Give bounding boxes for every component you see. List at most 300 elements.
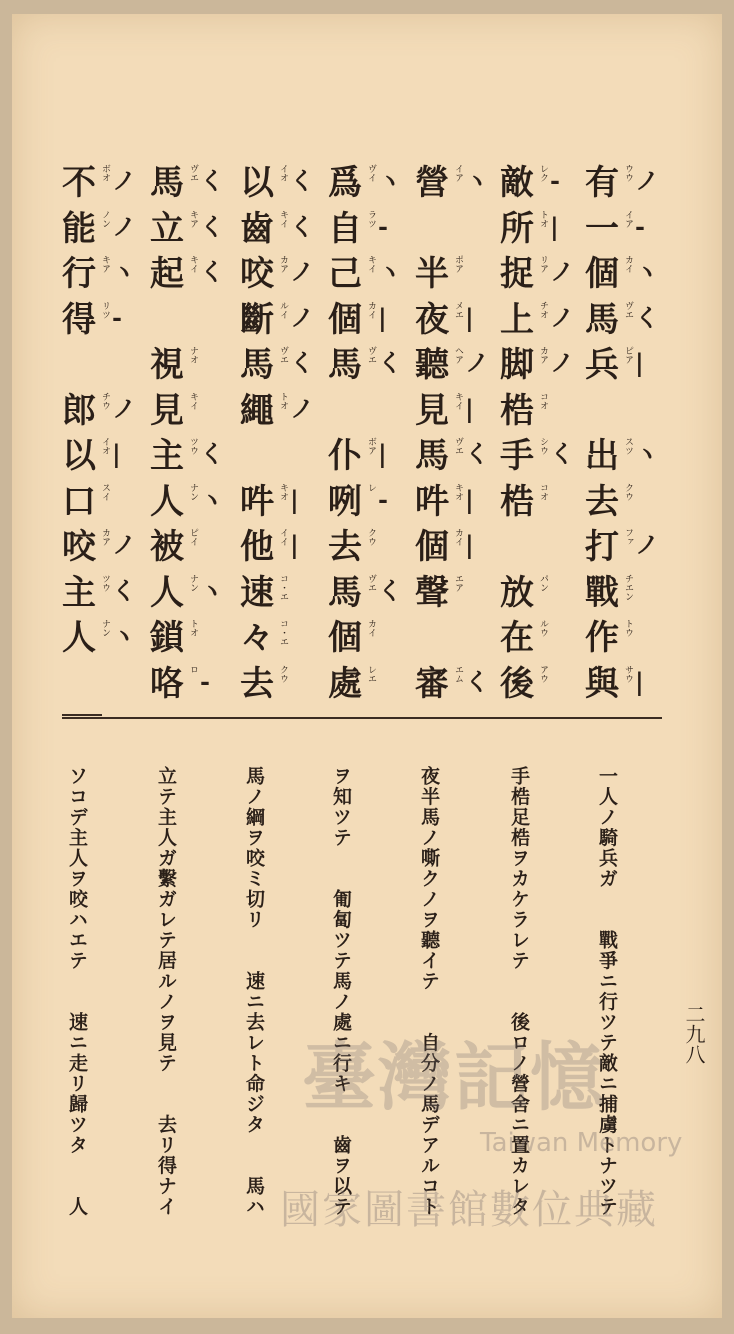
hanzi: 一 [585, 208, 619, 249]
tone-mark: | [465, 530, 474, 559]
ruby-reading: カイ [453, 528, 463, 546]
char-cell [415, 528, 495, 574]
hanzi: 馬 [415, 436, 449, 476]
ruby-reading: キイ [188, 391, 198, 410]
ruby-reading: イオ [100, 437, 110, 455]
tone-mark: く [290, 166, 314, 195]
hanzi: 行 [62, 254, 96, 294]
ruby-reading: ルウ [538, 619, 548, 637]
ruby-reading: ツウ [100, 573, 110, 592]
char-cell [150, 483, 230, 529]
tone-mark: - [550, 166, 560, 195]
char-cell [328, 528, 408, 574]
hanzi: 梏 [500, 390, 534, 431]
char-cell [62, 483, 142, 529]
hanzi: 被 [150, 527, 184, 567]
char-cell [240, 483, 320, 529]
char-cell [62, 301, 142, 347]
char-cell [415, 255, 495, 301]
ruby-reading: キイ [188, 255, 198, 273]
tone-mark: ノ [112, 211, 136, 241]
tone-mark: | [378, 439, 387, 468]
tone-mark: ヽ [465, 166, 489, 195]
hanzi: 上 [500, 299, 534, 340]
char-cell [150, 346, 230, 392]
hanzi: 主 [62, 572, 96, 613]
hanzi: 咬 [240, 254, 274, 294]
tone-mark: | [465, 302, 474, 332]
hanzi: 郎 [62, 390, 96, 431]
document-page [12, 14, 722, 1318]
hanzi: 仆 [328, 436, 362, 476]
ruby-reading: クウ [366, 528, 376, 546]
ruby-reading: ピイ [188, 528, 198, 546]
ruby-reading: カア [100, 528, 110, 546]
char-cell [240, 164, 320, 210]
ruby-reading: アウ [538, 664, 548, 683]
char-cell [415, 210, 495, 256]
ruby-reading: ヴエ [188, 164, 198, 182]
translation-column: 夜半馬ノ嘶クノヲ聽イテ 自分ノ馬デアルコト [418, 766, 440, 1217]
tone-mark: く [378, 575, 402, 605]
tone-mark: - [635, 211, 645, 241]
hanzi: 繩 [240, 390, 274, 431]
char-cell [150, 619, 230, 665]
ruby-reading: ノン [100, 209, 110, 228]
char-cell [328, 346, 408, 392]
char-cell [585, 574, 665, 620]
ruby-reading: カア [538, 346, 548, 364]
translation-column: 立テ主人ガ繫ガレテ居ルノヲ見テ 去リ得ナイ [155, 766, 177, 1217]
char-cell [150, 164, 230, 210]
ruby-reading: キイ [278, 209, 288, 228]
tone-mark: く [290, 348, 314, 377]
ruby-reading: キイ [366, 255, 376, 273]
char-cell [585, 528, 665, 574]
tone-mark: ノ [550, 302, 574, 332]
hanzi: 戰 [585, 572, 619, 613]
char-cell [240, 665, 320, 711]
tone-mark: く [200, 257, 224, 286]
hanzi: 立 [150, 208, 184, 249]
ruby-reading: コオ [538, 482, 548, 501]
translation-column: 一人ノ騎兵ガ 戰爭ニ行ツテ敵ニ捕虜トナツテ [596, 766, 618, 1217]
ruby-reading: カイ [366, 619, 376, 637]
tone-mark: - [200, 666, 210, 696]
char-cell [328, 255, 408, 301]
char-cell [500, 437, 580, 483]
hanzi: 去 [240, 663, 274, 704]
char-cell [500, 392, 580, 438]
tone-mark: ノ [550, 348, 574, 377]
ruby-reading: ヴエ [623, 300, 633, 319]
char-cell [585, 437, 665, 483]
char-cell [328, 392, 408, 438]
tone-mark: | [378, 302, 387, 332]
hanzi: 見 [150, 390, 184, 431]
char-cell [500, 574, 580, 620]
char-cell [500, 164, 580, 210]
ruby-reading: ナン [188, 573, 198, 592]
upper-column [328, 164, 408, 710]
char-cell [62, 665, 142, 711]
tone-mark: く [635, 302, 659, 332]
char-cell [415, 346, 495, 392]
tone-mark: ノ [290, 393, 314, 423]
hanzi: 自 [328, 208, 362, 249]
char-cell [500, 619, 580, 665]
hanzi: 鎖 [150, 618, 184, 658]
char-cell [240, 437, 320, 483]
ruby-reading: エア [453, 573, 463, 592]
ruby-reading: イオ [278, 164, 288, 182]
ruby-reading: カア [278, 255, 288, 273]
tone-mark: | [112, 439, 121, 468]
ruby-reading: コ・エ [278, 573, 288, 601]
char-cell [150, 210, 230, 256]
char-cell [150, 528, 230, 574]
ruby-reading: チオ [538, 300, 548, 319]
char-cell [240, 528, 320, 574]
hanzi: 在 [500, 618, 534, 658]
tone-mark: | [465, 484, 474, 514]
tone-mark: ノ [112, 166, 136, 195]
tone-mark: ノ [550, 257, 574, 286]
ruby-reading: リア [538, 255, 548, 273]
hanzi: 咧 [328, 481, 362, 522]
tone-mark: く [200, 439, 224, 468]
tone-mark: - [378, 484, 388, 514]
char-cell [240, 619, 320, 665]
translation-column: ヲ知ツテ 匍匐ツテ馬ノ處ニ行キ 齒ヲ以テ [330, 766, 352, 1217]
ruby-reading: ボア [366, 437, 376, 455]
char-cell [415, 574, 495, 620]
ruby-reading: クウ [278, 664, 288, 683]
tone-mark: ノ [465, 348, 489, 377]
tone-mark: - [112, 302, 122, 332]
hanzi: 個 [585, 254, 619, 294]
hanzi: 速 [240, 572, 274, 613]
page-number: 二九八 [682, 1004, 706, 1064]
ruby-reading: トウ [623, 619, 633, 637]
ruby-reading: ナン [188, 482, 198, 501]
hanzi: 處 [328, 663, 362, 704]
char-cell [62, 437, 142, 483]
ruby-reading: メエ [453, 300, 463, 319]
hanzi: 人 [150, 572, 184, 613]
char-cell [240, 392, 320, 438]
ruby-reading: スツ [623, 437, 633, 455]
hanzi: 得 [62, 299, 96, 340]
hanzi: 斷 [240, 299, 274, 340]
tone-mark: ヽ [112, 257, 136, 286]
hanzi: 吽 [240, 481, 274, 522]
char-cell [62, 164, 142, 210]
hanzi: 作 [585, 618, 619, 658]
hanzi: 爲 [328, 163, 362, 203]
char-cell [240, 346, 320, 392]
hanzi: 營 [415, 163, 449, 203]
char-cell [500, 665, 580, 711]
ruby-reading: コ・エ [278, 619, 288, 646]
ruby-reading: ヴイ [366, 164, 376, 182]
hanzi: 有 [585, 163, 619, 203]
ruby-reading: シウ [538, 437, 548, 455]
ruby-reading: キア [188, 209, 198, 228]
ruby-reading: ファ [623, 528, 633, 546]
char-cell [62, 528, 142, 574]
ruby-reading: ヴエ [366, 346, 376, 364]
watermark-latin: Taiwan Memory [480, 1128, 683, 1158]
ruby-reading: キイ [453, 391, 463, 410]
ruby-reading: トオ [188, 619, 198, 637]
ruby-reading: トオ [278, 391, 288, 410]
ruby-reading: レエ [366, 664, 376, 683]
tone-mark: く [550, 439, 574, 468]
ruby-reading: レ [366, 482, 376, 492]
char-cell [240, 255, 320, 301]
ruby-reading: レク [538, 164, 548, 182]
hanzi: 視 [150, 345, 184, 385]
ruby-reading: ウウ [623, 164, 633, 182]
tone-mark: く [465, 666, 489, 696]
hanzi: 見 [415, 390, 449, 431]
ruby-reading: チウ [100, 391, 110, 410]
translation-column: 手梏足梏ヲカケラレテ 後ロノ營舍ニ置カレタ [508, 766, 530, 1217]
ruby-reading: スイ [100, 482, 110, 501]
hanzi: 脚 [500, 345, 534, 385]
hanzi: 々 [240, 618, 274, 658]
char-cell [62, 210, 142, 256]
char-cell [500, 210, 580, 256]
hanzi: 手 [500, 436, 534, 476]
upper-column [500, 164, 580, 710]
ruby-reading: リツ [100, 300, 110, 319]
char-cell [150, 437, 230, 483]
ruby-reading: カイ [623, 255, 633, 273]
hanzi: 所 [500, 208, 534, 249]
ruby-reading: サウ [623, 664, 633, 683]
ruby-reading: イイ [278, 528, 288, 546]
ruby-reading: ボオ [100, 164, 110, 182]
watermark-title: 臺灣記憶 [302, 1035, 606, 1121]
tone-mark: ヽ [378, 257, 402, 286]
hanzi: 出 [585, 436, 619, 476]
ruby-reading: ヴエ [366, 573, 376, 592]
char-cell [585, 301, 665, 347]
hanzi: 個 [328, 618, 362, 658]
tone-mark: - [378, 211, 388, 241]
tone-mark: | [290, 530, 299, 559]
hanzi: 咬 [62, 527, 96, 567]
char-cell [62, 255, 142, 301]
hanzi: 起 [150, 254, 184, 294]
hanzi: 口 [62, 481, 96, 522]
ruby-reading: ヴエ [278, 346, 288, 364]
hanzi: 馬 [585, 299, 619, 340]
tone-mark: ノ [290, 257, 314, 286]
char-cell [62, 574, 142, 620]
hanzi: 梏 [500, 481, 534, 522]
hanzi: 審 [415, 663, 449, 704]
char-cell [585, 483, 665, 529]
tone-mark: く [465, 439, 489, 468]
tone-mark: | [290, 484, 299, 514]
char-cell [328, 483, 408, 529]
hanzi: 去 [328, 527, 362, 567]
char-cell [240, 574, 320, 620]
char-cell [328, 301, 408, 347]
ruby-reading: クウ [623, 482, 633, 501]
hanzi: 馬 [328, 572, 362, 613]
divider-tick [62, 714, 102, 716]
char-cell [585, 346, 665, 392]
tone-mark: ヽ [635, 257, 659, 286]
ruby-reading: ナン [100, 619, 110, 637]
char-cell [585, 164, 665, 210]
char-cell [585, 210, 665, 256]
upper-column [585, 164, 665, 710]
tone-mark: | [635, 666, 644, 696]
ruby-reading: カイ [366, 300, 376, 319]
ruby-reading: トオ [538, 209, 548, 228]
upper-column [62, 164, 142, 710]
hanzi: 馬 [240, 345, 274, 385]
tone-mark: | [465, 393, 474, 423]
tone-mark: ノ [112, 530, 136, 559]
hanzi: 捉 [500, 254, 534, 294]
hanzi: 馬 [328, 345, 362, 385]
hanzi: 去 [585, 481, 619, 522]
hanzi: 半 [415, 254, 449, 294]
hanzi: 與 [585, 663, 619, 704]
hanzi: 吽 [415, 481, 449, 522]
hanzi: 能 [62, 208, 96, 249]
translation-column: ソコデ主人ヲ咬ハエテ 速ニ走リ歸ツタ 人 [66, 766, 88, 1217]
char-cell [328, 574, 408, 620]
ruby-reading: エム [453, 664, 463, 683]
char-cell [240, 210, 320, 256]
char-cell [62, 619, 142, 665]
char-cell [150, 574, 230, 620]
char-cell [585, 665, 665, 711]
ruby-reading: キア [100, 255, 110, 273]
tone-mark: | [550, 211, 559, 241]
char-cell [415, 665, 495, 711]
char-cell [150, 665, 230, 711]
char-cell [328, 164, 408, 210]
ruby-reading: パン [538, 573, 548, 592]
hanzi: 放 [500, 572, 534, 613]
char-cell [150, 255, 230, 301]
char-cell [415, 301, 495, 347]
ruby-reading: ピア [623, 346, 633, 364]
char-cell [415, 483, 495, 529]
char-cell [328, 619, 408, 665]
char-cell [415, 437, 495, 483]
hanzi: 敵 [500, 163, 534, 203]
upper-column [240, 164, 320, 710]
hanzi: 打 [585, 527, 619, 567]
tone-mark: ノ [635, 166, 659, 195]
tone-mark: ヽ [200, 575, 224, 605]
char-cell [585, 255, 665, 301]
char-cell [500, 255, 580, 301]
char-cell [328, 665, 408, 711]
tone-mark: く [112, 575, 136, 605]
char-cell [585, 392, 665, 438]
ruby-reading: ルイ [278, 300, 288, 319]
tone-mark: く [200, 211, 224, 241]
ruby-reading: イア [453, 164, 463, 182]
hanzi: 後 [500, 663, 534, 704]
hanzi: 他 [240, 527, 274, 567]
upper-column [150, 164, 230, 710]
ruby-reading: ナオ [188, 346, 198, 364]
tone-mark: ヽ [635, 439, 659, 468]
ruby-reading: ツウ [188, 437, 198, 455]
ruby-reading: ヴエ [453, 437, 463, 455]
hanzi: 夜 [415, 299, 449, 340]
ruby-reading: ヘア [453, 346, 463, 364]
hanzi: 以 [62, 436, 96, 476]
tone-mark: く [378, 348, 402, 377]
char-cell [500, 346, 580, 392]
hanzi: 個 [415, 527, 449, 567]
char-cell [240, 301, 320, 347]
hanzi: 齒 [240, 208, 274, 249]
ruby-reading: コオ [538, 391, 548, 410]
hanzi: 己 [328, 254, 362, 294]
char-cell [415, 619, 495, 665]
ruby-reading: ラツ [366, 209, 376, 228]
tone-mark: ヽ [378, 166, 402, 195]
hanzi: 兵 [585, 345, 619, 385]
hanzi: 主 [150, 436, 184, 476]
tone-mark: く [200, 166, 224, 195]
upper-column [415, 164, 495, 710]
tone-mark: ノ [290, 302, 314, 332]
hanzi: 人 [62, 618, 96, 658]
ruby-reading: ポア [453, 255, 463, 273]
ruby-reading: イア [623, 209, 633, 228]
hanzi: 聲 [415, 572, 449, 613]
char-cell [150, 392, 230, 438]
char-cell [500, 483, 580, 529]
char-cell [328, 210, 408, 256]
tone-mark: く [290, 211, 314, 241]
hanzi: 人 [150, 481, 184, 522]
hanzi: 馬 [150, 163, 184, 203]
hanzi: 以 [240, 163, 274, 203]
watermark-sub: 國家圖書館數位典藏 [280, 1187, 658, 1233]
char-cell [150, 301, 230, 347]
ruby-reading: キオ [453, 482, 463, 501]
ruby-reading: チエン [623, 573, 633, 601]
char-cell [415, 164, 495, 210]
tone-mark: ヽ [200, 484, 224, 514]
translation-column: 馬ノ綱ヲ咬ミ切リ 速ニ去レト命ジタ 馬ハ [243, 766, 265, 1217]
hanzi: 不 [62, 163, 96, 203]
tone-mark: ノ [635, 530, 659, 559]
char-cell [62, 346, 142, 392]
char-cell [328, 437, 408, 483]
tone-mark: ノ [112, 393, 136, 423]
char-cell [415, 392, 495, 438]
hanzi: 聽 [415, 345, 449, 385]
char-cell [500, 528, 580, 574]
char-cell [585, 619, 665, 665]
